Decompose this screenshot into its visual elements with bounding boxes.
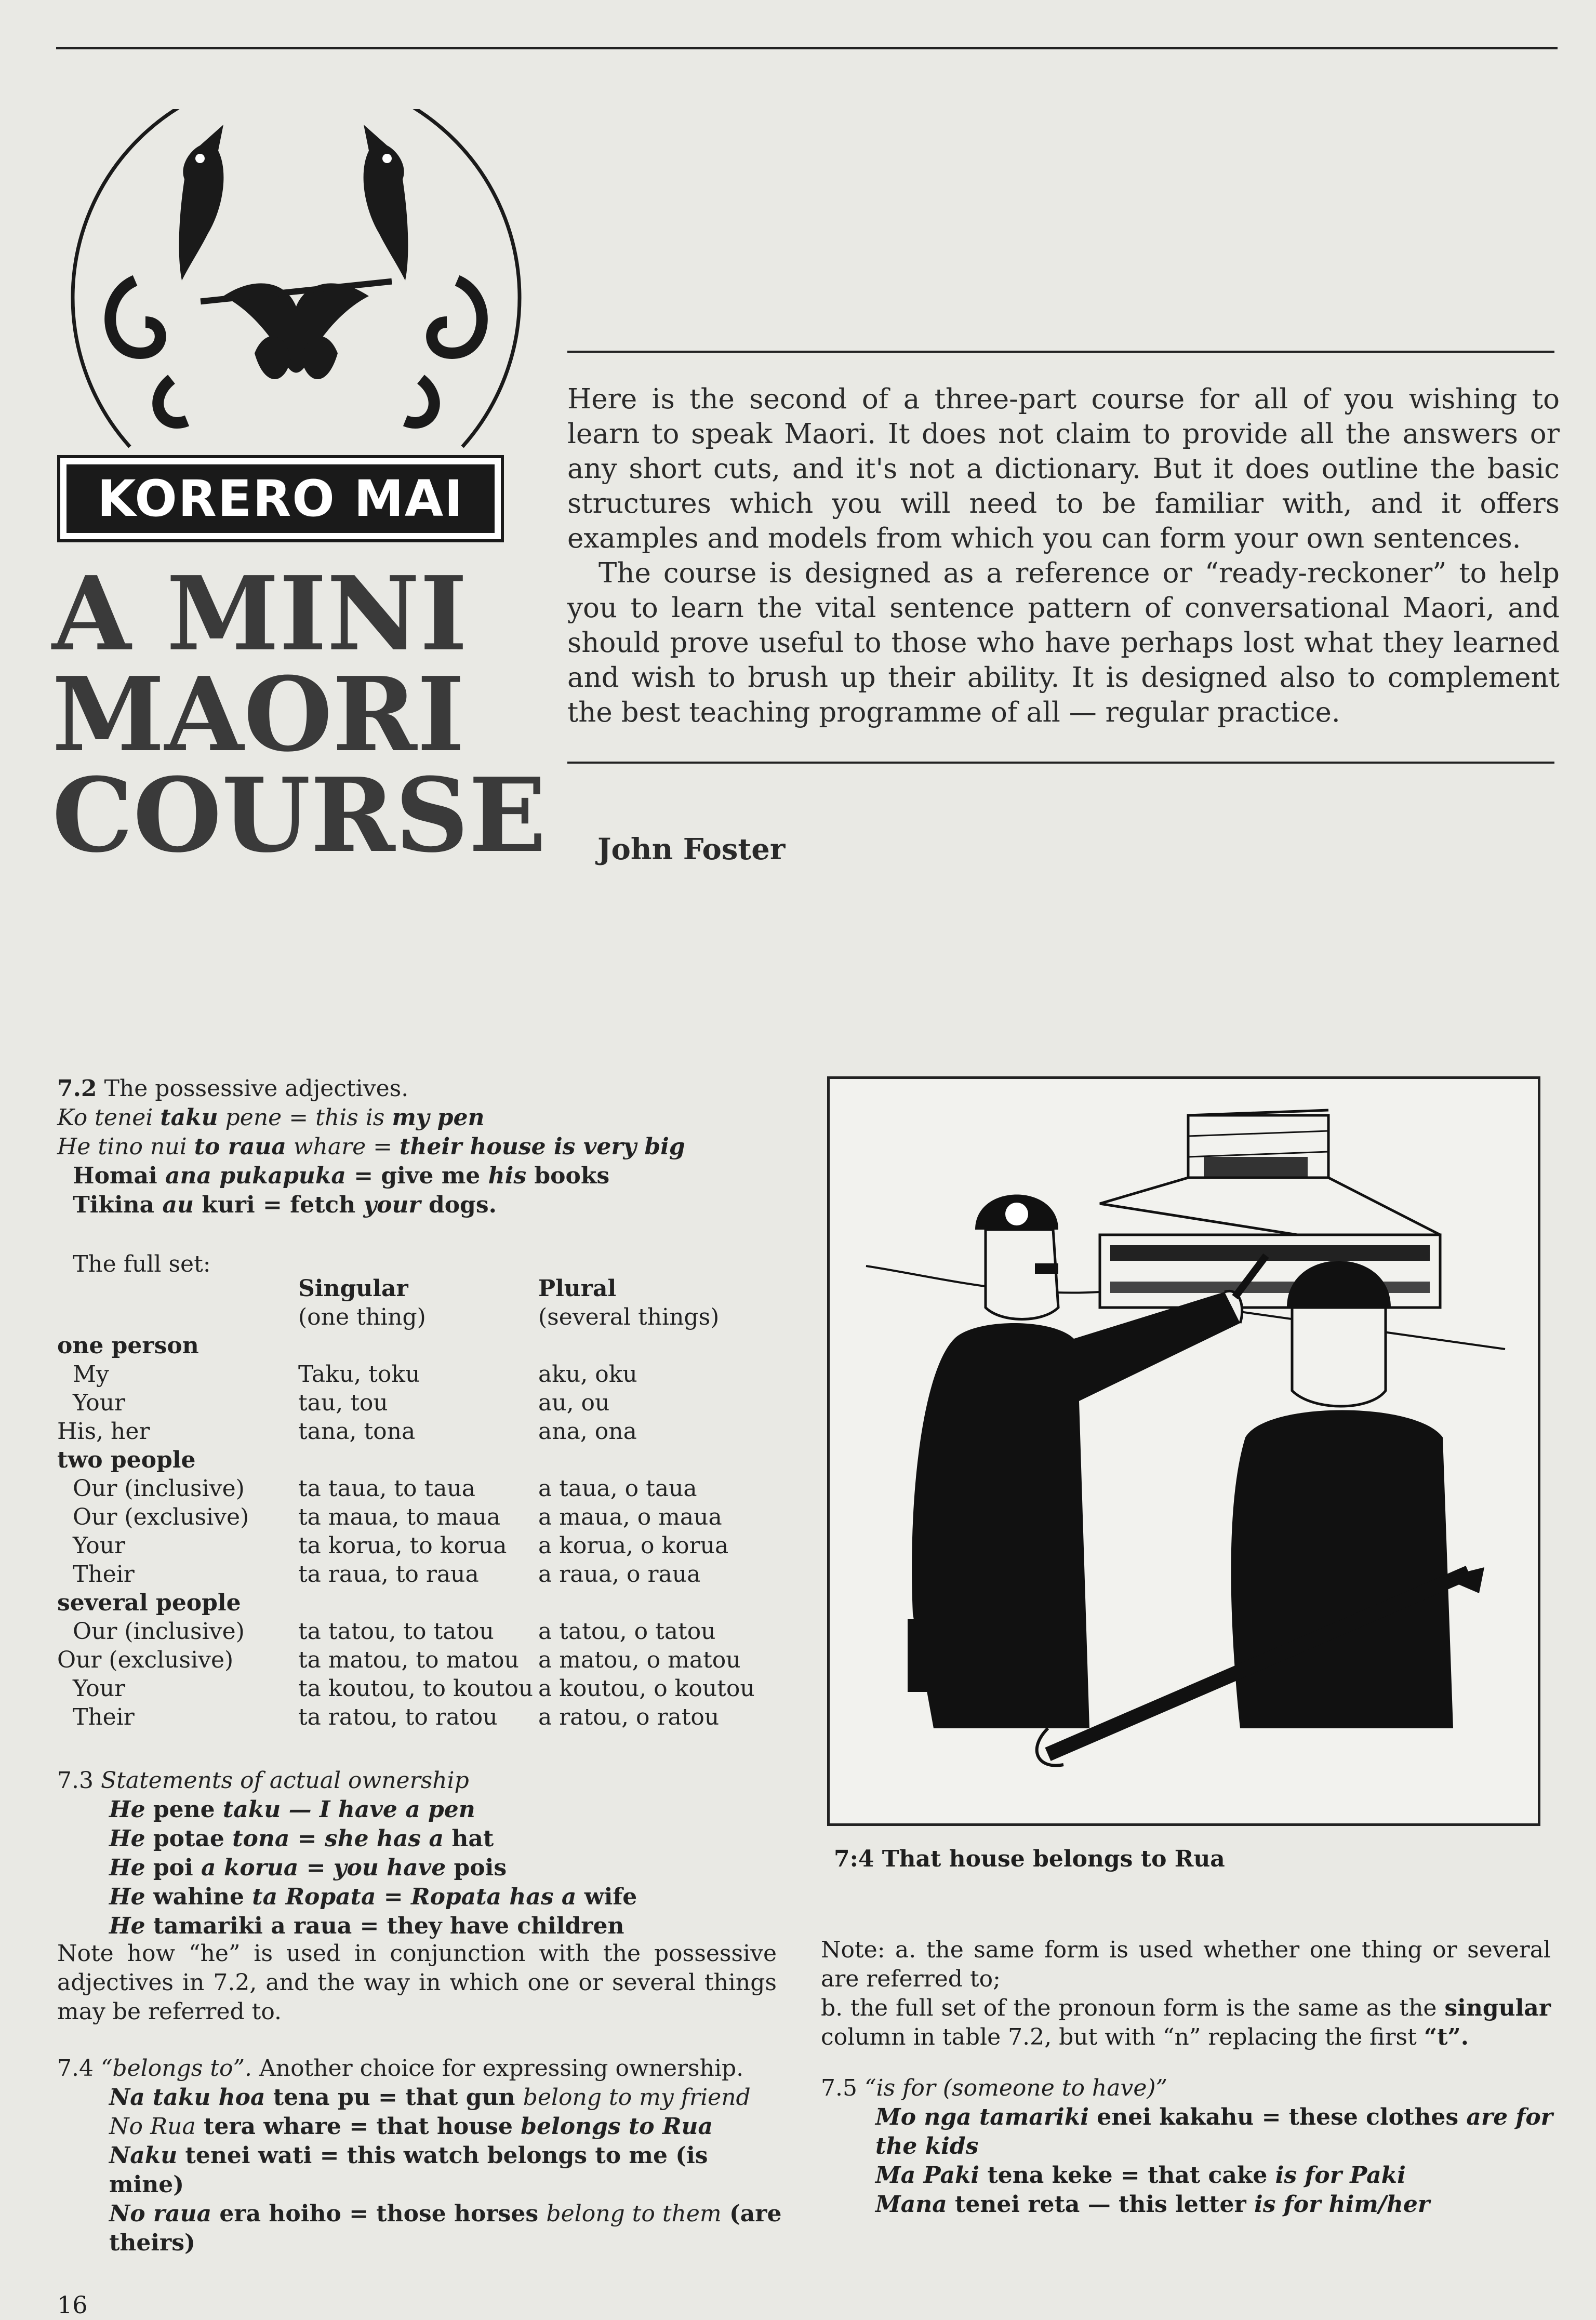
example-line: No raua era hoiho = those horses belong to them (are theirs) [109,2201,782,2256]
section-heading [57,1074,784,1103]
table-row [57,1331,795,1360]
table-cell-singular: tau, tou [298,1390,388,1416]
banner-text: KORERO MAI [66,464,495,533]
example-line: Na taku hoa tena pu = that gun belong to my friend [109,2084,751,2111]
note-7-3: Note how “he” is used in conjunction with the possessive adjectives in 7.2, and the way in which one or several things may be referred to. [57,1940,777,2025]
table-cell-person: His, her [57,1418,150,1445]
table-cell-plural: a matou, o matou [538,1647,741,1673]
section-heading [57,1766,784,1795]
section-7-5 [821,2074,1559,2219]
column-subheader-singular: (one thing) [298,1304,426,1330]
figure-caption: 7:4 That house belongs to Rua [834,1846,1225,1872]
table-cell-singular: ta tatou, to tatou [298,1618,494,1645]
table-cell-singular: ta maua, to maua [298,1504,501,1530]
example-line: No Rua tera whare = that house belongs to Rua [109,2113,713,2140]
intro-text [567,382,1560,730]
top-rule [56,47,1558,49]
table-cell-plural: a tatou, o tatou [538,1618,716,1645]
table-cell-person: two people [57,1447,196,1473]
table-cell-singular: ta matou, to matou [298,1647,519,1673]
table-cell-person: My [73,1361,109,1388]
note-b: b. the full set of the pronoun form is the same as the singular column in table 7.2, but with “n” replacing the first “t”. [821,1995,1551,2050]
flax-foliage-icon [200,278,392,379]
table-cell-person: several people [57,1590,241,1616]
table-cell-singular: ta korua, to korua [298,1532,507,1559]
column-header-plural: Plural [538,1275,617,1302]
section-number: 7.5 [821,2075,857,2101]
table-cell-plural: a taua, o taua [538,1475,697,1502]
cartoon-illustration [830,1079,1538,1823]
table-cell-plural: a ratou, o ratou [538,1704,720,1730]
section-number: 7.4 [57,2055,94,2082]
table-cell-singular: ta raua, to raua [298,1561,479,1588]
section-title: “belongs to”. [100,2055,252,2082]
table-cell-person: Your [73,1390,126,1416]
title-line-3: COURSE [52,756,547,875]
intro-paragraph-1: Here is the second of a three-part course for all of you wishing to learn to speak Maori. It does not claim to provide all the answers or any short cuts, and it's not a dictionary. But it does outline the basic structures which you will need to be familiar with, and it offers examples and models from which you can form your own sentences. [567,383,1560,554]
example-line: Ko tenei taku pene = this is my pen [57,1104,485,1131]
table-cell-person: Your [73,1675,126,1702]
example-line: Mo nga tamariki enei kakahu = these clothes are for the kids [875,2104,1553,2159]
section-7-4 [57,2054,784,2258]
page-number: 16 [57,2291,88,2319]
table-cell-person: Our (inclusive) [73,1475,245,1502]
right-bird-icon [364,125,408,281]
table-cell-person: Your [73,1532,126,1559]
table-cell-person: one person [57,1332,199,1359]
table-subheader-row [57,1303,795,1331]
full-set-label: The full set: [73,1251,211,1277]
table-cell-person: Their [73,1704,135,1730]
example-line: Homai ana pukapuka = give me his books [73,1163,610,1189]
table-row [57,1389,795,1417]
example-line: Mana tenei reta — this letter is for him/her [875,2191,1430,2218]
intro-paragraph-2: The course is designed as a reference or “ready-reckoner” to help you to learn the vital sentence pattern of conversational Maori, and should prove useful to those who have perhaps lost what they learned and wish to brush up their ability. It is designed also to complement the best teaching programme of all — regular practice. [567,557,1560,728]
section-7-3 [57,1766,784,1941]
example-line: He poi a korua = you have pois [109,1855,507,1881]
section-7-2 [57,1074,784,1220]
possessive-table [57,1274,795,1731]
section-number: 7.2 [57,1075,97,1102]
table-row [57,1360,795,1389]
title-line-1: A MINI [52,554,468,674]
table-row [57,1674,795,1703]
example-line: He tino nui to raua whare = their house is very big [57,1134,685,1160]
column-subheader-plural: (several things) [538,1304,720,1330]
korero-mai-banner [57,455,504,542]
section-number: 7.3 [57,1767,94,1794]
table-row [57,1703,795,1731]
table-row [57,1560,795,1589]
page-title [52,554,547,875]
section-title: The possessive adjectives. [104,1075,409,1102]
table-row [57,1446,795,1474]
table-row [57,1531,795,1560]
korero-mai-logo [68,109,525,473]
table-cell-plural: au, ou [538,1390,610,1416]
table-cell-singular: ta ratou, to ratou [298,1704,498,1730]
table-cell-plural: aku, oku [538,1361,637,1388]
example-line: Tikina au kuri = fetch your dogs. [73,1192,497,1218]
table-cell-person: Our (inclusive) [73,1618,245,1645]
table-cell-person: Our (exclusive) [57,1647,234,1673]
note-a: Note: a. the same form is used whether one thing or several are referred to; [821,1937,1551,1992]
example-line: He potae tona = she has a hat [109,1825,494,1852]
table-cell-person: Their [73,1561,135,1588]
table-cell-person: Our (exclusive) [73,1504,249,1530]
table-body [57,1331,795,1731]
section-heading [821,2074,1559,2103]
cartoon-figure [827,1076,1540,1826]
section-title: Statements of actual ownership [100,1767,469,1794]
table-row [57,1617,795,1646]
table-row [57,1589,795,1617]
example-line: He tamariki a raua = they have children [109,1913,624,1939]
table-cell-singular: ta koutou, to koutou [298,1675,534,1702]
intro-rule-bottom [567,762,1554,764]
intro-rule-top [567,351,1554,353]
table-row [57,1417,795,1446]
table-cell-plural: a korua, o korua [538,1532,729,1559]
section-title: “is for (someone to have)” [864,2075,1168,2101]
example-line: He pene taku — I have a pen [109,1796,475,1823]
table-cell-plural: a koutou, o koutou [538,1675,755,1702]
note-7-4 [821,1936,1551,2052]
table-cell-singular: Taku, toku [298,1361,420,1388]
table-row [57,1474,795,1503]
section-heading: 7.4 “belongs to”. Another choice for expressing ownership. [57,2055,744,2082]
title-line-2: MAORI [52,655,465,775]
logo-circle [73,109,520,447]
table-cell-plural: ana, ona [538,1418,637,1445]
table-cell-plural: a maua, o maua [538,1504,722,1530]
table-row [57,1646,795,1674]
table-cell-singular: ta taua, to taua [298,1475,475,1502]
example-line: Ma Paki tena keke = that cake is for Paki [875,2162,1406,2189]
table-header-row [57,1274,795,1303]
column-header-singular: Singular [298,1275,408,1302]
table-cell-singular: tana, tona [298,1418,416,1445]
left-bird-icon [179,125,224,281]
author-name: John Foster [597,832,786,866]
table-cell-plural: a raua, o raua [538,1561,701,1588]
example-line: Naku tenei wati = this watch belongs to me (is mine) [109,2142,708,2198]
table-row [57,1503,795,1531]
meeting-house-icon [1100,1110,1440,1308]
example-line: He wahine ta Ropata = Ropata has a wife [109,1884,637,1910]
